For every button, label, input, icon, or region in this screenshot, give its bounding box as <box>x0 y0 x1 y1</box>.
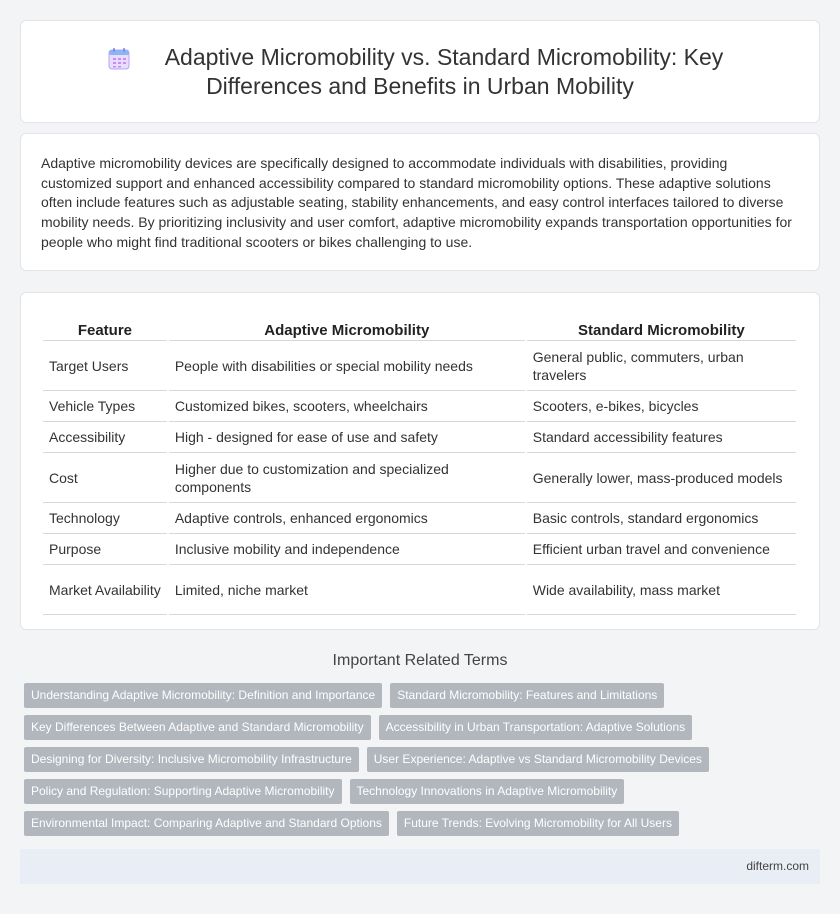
adaptive-cell: Inclusive mobility and independence <box>169 534 525 565</box>
header-standard: Standard Micromobility <box>527 313 796 341</box>
page-title: Adaptive Micromobility vs. Standard Micromobility: Key Differences and Benefits in Urban Mobility <box>164 43 724 99</box>
standard-cell: Basic controls, standard ergonomics <box>527 503 796 534</box>
related-term-tag[interactable]: Future Trends: Evolving Micromobility for All Users <box>397 811 679 836</box>
feature-cell: Target Users <box>43 341 167 391</box>
related-term-tag[interactable]: Standard Micromobility: Features and Limitations <box>390 683 664 708</box>
standard-cell: Standard accessibility features <box>527 422 796 453</box>
adaptive-cell: Limited, niche market <box>169 565 525 615</box>
related-term-tag[interactable]: Policy and Regulation: Supporting Adaptive Micromobility <box>24 779 342 804</box>
feature-cell: Vehicle Types <box>43 391 167 422</box>
adaptive-cell: High - designed for ease of use and safety <box>169 422 525 453</box>
comparison-table <box>41 313 798 615</box>
related-term-tag[interactable]: Accessibility in Urban Transportation: Adaptive Solutions <box>379 715 693 740</box>
adaptive-cell: People with disabilities or special mobility needs <box>169 341 525 391</box>
related-term-tag[interactable]: Key Differences Between Adaptive and Standard Micromobility <box>24 715 371 740</box>
standard-cell: Efficient urban travel and convenience <box>527 534 796 565</box>
table-row <box>43 534 796 565</box>
table-row <box>43 391 796 422</box>
feature-cell: Cost <box>43 453 167 503</box>
table-row <box>43 341 796 391</box>
related-term-tag[interactable]: User Experience: Adaptive vs Standard Micromobility Devices <box>367 747 709 772</box>
intro-card <box>20 133 820 271</box>
header-feature: Feature <box>43 313 167 341</box>
table-row <box>43 422 796 453</box>
feature-cell: Accessibility <box>43 422 167 453</box>
adaptive-cell: Customized bikes, scooters, wheelchairs <box>169 391 525 422</box>
table-row <box>43 503 796 534</box>
footer <box>20 849 820 884</box>
comparison-card <box>20 292 820 630</box>
related-term-tag[interactable]: Environmental Impact: Comparing Adaptive and Standard Options <box>24 811 389 836</box>
footer-site-link[interactable]: difterm.com <box>746 859 809 873</box>
header-adaptive: Adaptive Micromobility <box>169 313 525 341</box>
related-term-tag[interactable]: Understanding Adaptive Micromobility: Definition and Importance <box>24 683 382 708</box>
header-card <box>20 20 820 123</box>
related-term-tag[interactable]: Designing for Diversity: Inclusive Micromobility Infrastructure <box>24 747 359 772</box>
standard-cell: General public, commuters, urban travelers <box>527 341 796 391</box>
related-terms-list <box>24 683 820 836</box>
table-row <box>43 565 796 615</box>
table-row <box>43 453 796 503</box>
feature-cell: Technology <box>43 503 167 534</box>
feature-cell: Market Availability <box>43 565 167 615</box>
adaptive-cell: Higher due to customization and specialized components <box>169 453 525 503</box>
intro-paragraph: Adaptive micromobility devices are specifically designed to accommodate individuals with disabilities, providing customized support and enhanced accessibility compared to standard micromobility options. These adaptive solutions often include features such as adjustable seating, stability enhancements, and easy control interfaces tailored to diverse mobility needs. By prioritizing inclusivity and user comfort, adaptive micromobility expands transportation opportunities for people who might find traditional scooters or bikes challenging to use. <box>41 155 792 250</box>
related-term-tag[interactable]: Technology Innovations in Adaptive Micromobility <box>350 779 625 804</box>
standard-cell: Wide availability, mass market <box>527 565 796 615</box>
related-terms-title: Important Related Terms <box>332 652 508 669</box>
feature-cell: Purpose <box>43 534 167 565</box>
adaptive-cell: Adaptive controls, enhanced ergonomics <box>169 503 525 534</box>
standard-cell: Scooters, e-bikes, bicycles <box>527 391 796 422</box>
table-header-row <box>43 313 796 341</box>
standard-cell: Generally lower, mass-produced models <box>527 453 796 503</box>
